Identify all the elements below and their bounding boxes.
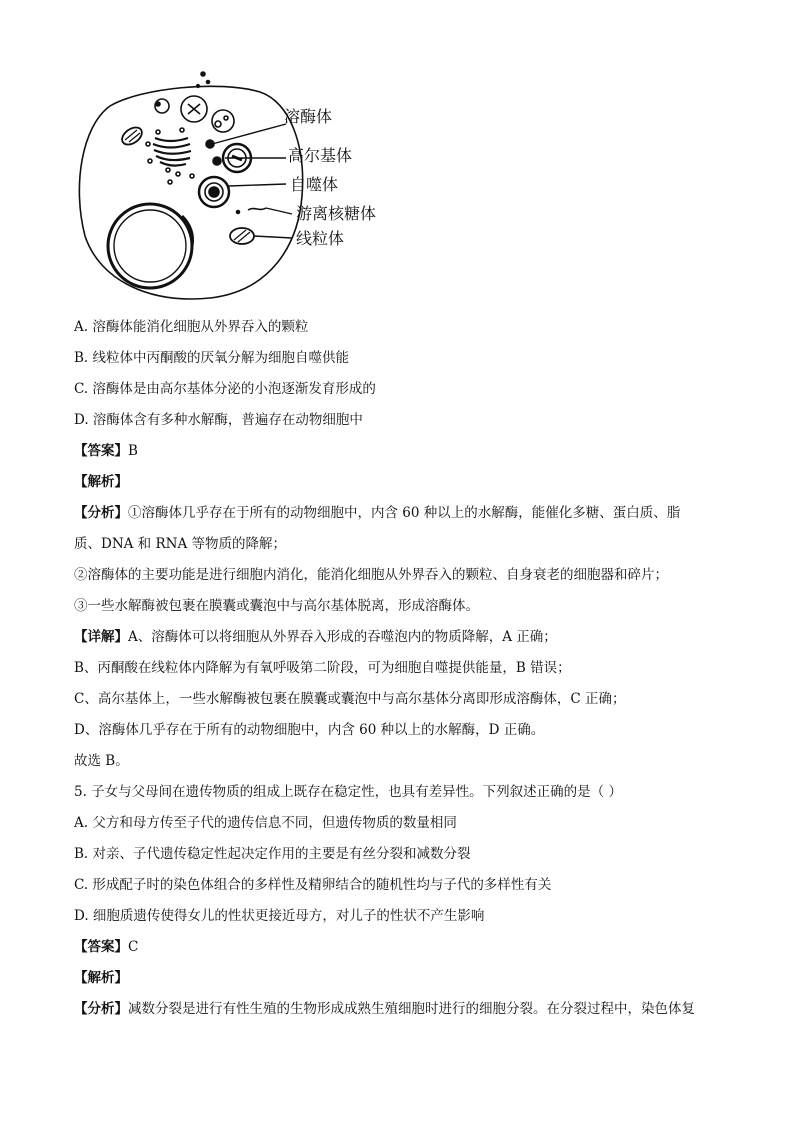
- answer-value: C: [128, 939, 139, 955]
- analysis-tag: 【解析】: [74, 474, 128, 490]
- q4-fenxi-1a: [74, 498, 724, 529]
- analysis-tag: 【解析】: [74, 970, 128, 986]
- mitochondrion-right: [230, 228, 254, 244]
- fenxi-tag: 【分析】: [74, 505, 128, 521]
- q4-xiangjie-a: [74, 622, 724, 653]
- q5-answer: [74, 932, 724, 963]
- label-ribosome: 游离核糖体: [296, 204, 377, 223]
- fenxi-text: 减数分裂是进行有性生殖的生物形成成熟生殖细胞时进行的细胞分裂。在分裂过程中，染色体复: [128, 1001, 695, 1017]
- xiangjie-tag: 【详解】: [74, 629, 128, 645]
- answer-tag: 【答案】: [74, 443, 128, 459]
- q4-option-a: A. 溶酶体能消化细胞从外界吞入的颗粒: [74, 319, 309, 335]
- leader-autophagosome: [229, 184, 286, 186]
- q5-option-c: C. 形成配子时的染色体组合的多样性及精卵结合的随机性均与子代的多样性有关: [74, 877, 552, 893]
- leader-mitochondrion: [254, 236, 292, 238]
- q5-analysis-heading: [74, 963, 724, 994]
- fenxi-tag: 【分析】: [74, 1001, 128, 1017]
- leader-ribosome: [266, 208, 292, 214]
- label-golgi: 高尔基体: [288, 146, 353, 165]
- q4-option-c: C. 溶酶体是由高尔基体分泌的小泡逐渐发育形成的: [74, 381, 376, 397]
- q4-answer: [74, 436, 724, 467]
- label-lysosome: 溶酶体: [284, 107, 333, 126]
- answer-tag: 【答案】: [74, 939, 128, 955]
- q5-fenxi-1: [74, 994, 724, 1025]
- mitochondrion-left: [119, 124, 145, 148]
- label-mitochondrion: 线粒体: [296, 229, 345, 248]
- cell-diagram: [70, 66, 400, 306]
- q4-xiangjie-b: B、丙酮酸在线粒体内降解为有氧呼吸第二阶段，可为细胞自噬提供能量，B 错误；: [74, 660, 571, 676]
- answer-value: B: [128, 443, 138, 459]
- q5-option-b: B. 对亲、子代遗传稳定性起决定作用的主要是有丝分裂和减数分裂: [74, 846, 471, 862]
- q4-fenxi-3: ③一些水解酶被包裹在膜囊或囊泡中与高尔基体脱离，形成溶酶体。: [74, 598, 479, 614]
- xiangjie-text: A、溶酶体可以将细胞从外界吞入形成的吞噬泡内的物质降解，A 正确；: [128, 629, 557, 645]
- q5-option-d: D. 细胞质遗传使得女儿的性状更接近母方，对儿子的性状不产生影响: [74, 908, 485, 924]
- question-content: [74, 312, 724, 1025]
- q4-analysis-heading: [74, 467, 724, 498]
- nucleus: [108, 204, 192, 288]
- q4-fenxi-1b: 质、DNA 和 RNA 等物质的降解；: [74, 536, 286, 552]
- fenxi-text: ①溶酶体几乎存在于所有的动物细胞中，内含 60 种以上的水解酶，能催化多糖、蛋白质、脂: [128, 505, 681, 521]
- autophagosome-lower: [199, 177, 229, 207]
- leader-lysosome: [212, 124, 286, 144]
- golgi-body: [153, 138, 191, 166]
- cell-illustration: [70, 66, 400, 306]
- q5-option-a: A. 父方和母方传至子代的遗传信息不同，但遗传物质的数量相同: [74, 815, 457, 831]
- label-autophagosome: 自噬体: [290, 175, 339, 194]
- q4-fenxi-2: ②溶酶体的主要功能是进行细胞内消化，能消化细胞从外界吞入的颗粒、自身衰老的细胞器和碎片；: [74, 567, 668, 583]
- q4-xiangjie-c: C、高尔基体上，一些水解酶被包裹在膜囊或囊泡中与高尔基体分离即形成溶酶体，C 正确；: [74, 691, 626, 707]
- q4-option-d: D. 溶酶体含有多种水解酶，普遍存在动物细胞中: [74, 412, 363, 428]
- q4-xiangjie-d: D、溶酶体几乎存在于所有的动物细胞中，内含 60 种以上的水解酶，D 正确。: [74, 722, 545, 738]
- q5-stem: 5. 子女与父母间在遗传物质的组成上既存在稳定性，也具有差异性。下列叙述正确的是（ ）: [74, 784, 622, 800]
- q4-option-b: B. 线粒体中丙酮酸的厌氧分解为细胞自噬供能: [74, 350, 350, 366]
- q4-conclusion: 故选 B。: [74, 753, 129, 769]
